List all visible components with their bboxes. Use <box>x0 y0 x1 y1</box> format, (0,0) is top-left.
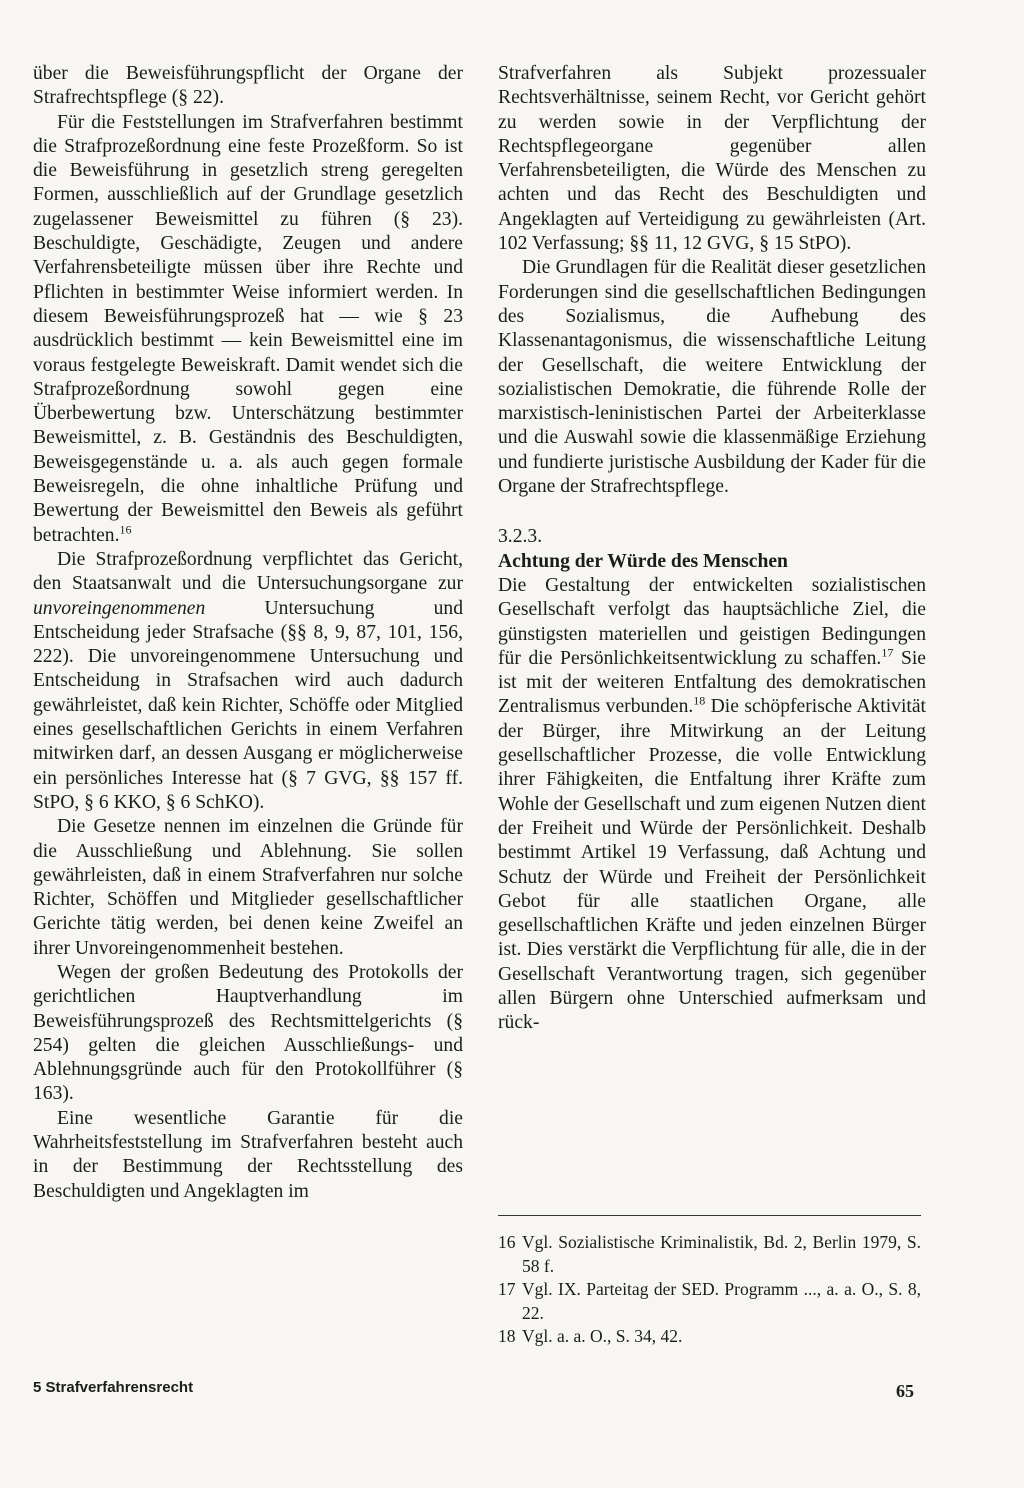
section-number: 3.2.3. <box>498 526 543 548</box>
paragraph-text: Untersuchung und Entscheidung jeder Strafsache (§§ 8, 9, 87, 101, 156, 222). Die unvoreingenommene Untersuchung und Entscheidung in Strafsachen wird auch dadurch gewährleistet, daß kein Richter, Schöffe oder Mitglied eines gesellschaftlichen Gerichts in einem Verfahren mitwirken darf, an dessen Ausgang er möglicherweise ein persönliches Interesse hat (§ 7 GVG, §§ 157 ff. StPO, § 6 KKO, § 6 SchKO). <box>33 597 463 813</box>
paragraph: über die Beweisführungspflicht der Organe der Strafrechtspflege (§ 22). <box>33 63 463 109</box>
paragraph: Die Gesetze nennen im einzelnen die Gründe für die Ausschließung und Ablehnung. Sie sollen gewährleisten, daß in einem Strafverfahren nur solche Richter, Schöffen und Mitglieder gesellschaftlicher Gerichte tätig werden, bei denen keine Zweifel an ihrer Unvoreingenommenheit bestehen. <box>33 816 463 959</box>
footnote-text: Vgl. Sozialistische Kriminalistik, Bd. 2, Berlin 1979, S. 58 f. <box>522 1232 921 1276</box>
footnote <box>498 1278 921 1325</box>
paragraph-text: Sie ist mit der weiteren Entfaltung des demokratischen Zentralismus verbunden. <box>498 647 927 718</box>
paragraph: Eine wesentliche Garantie für die Wahrheitsfeststellung im Strafverfahren besteht auch in der Bestimmung der Rechtsstellung des Beschuldigten und Angeklagten im <box>33 1107 463 1202</box>
paragraph <box>498 574 926 1036</box>
printer-signature: 5 Strafverfahrensrecht <box>33 1379 194 1396</box>
footnote-text: Vgl. a. a. O., S. 34, 42. <box>522 1326 683 1346</box>
italic-term: unvoreingenommenen <box>33 597 206 619</box>
footnote <box>498 1231 921 1278</box>
paragraph-text: Die schöpferische Aktivität der Bürger, ihre Mitwirkung an der Leitung gesellschaftlicher Prozesse, die volle Entwicklung ihrer Fähigkeiten, die Entfaltung ihrer Kräfte zum Wohle der Gesellschaft und zum eigenen Nutzen dient der Freiheit und Würde der Persönlichkeit. Deshalb bestimmt Artikel 19 Verfassung, daß Achtung und Schutz der Würde und Freiheit der Persönlichkeit Gebot für alle staatlichen Organe, alle gesellschaftlichen Kräfte und jeden einzelnen Bürger ist. Dies verstärkt die Verpflichtung für alle, die in der Gesellschaft Verantwortung tragen, sich gegenüber allen Bürgern ohne Unterschied aufmerksam und rück- <box>498 696 926 1034</box>
footnote-divider <box>498 1215 921 1216</box>
paragraph <box>33 548 463 815</box>
footnote-text: Vgl. IX. Parteitag der SED. Programm ..., a. a. O., S. 8, 22. <box>522 1279 921 1323</box>
page-number: 65 <box>896 1381 914 1401</box>
footnote-ref: 18 <box>693 693 706 708</box>
footnote-ref: 16 <box>119 522 132 537</box>
paragraph: Wegen der großen Bedeutung des Protokolls der gerichtlichen Hauptverhandlung im Beweisführungsprozeß des Rechtsmittelgerichts (§ 254) gelten die gleichen Ausschließungs- und Ablehnungsgründe auch für den Protokollführer (§ 163). <box>33 961 463 1105</box>
paragraph-text: Für die Feststellungen im Strafverfahren bestimmt die Strafprozeßordnung eine feste Prozeßform. So ist die Beweisführung in gesetzlich streng geregelten Formen, ausschließlich auf der Grundlage gesetzlich zugelassener Beweismittel zu führen (§ 23). Beschuldigte, Geschädigte, Zeugen und andere Verfahrensbeteiligte müssen über ihre Rechte und Pflichten in bestimmter Weise informiert werden. In diesem Beweisführungsprozeß hat — wie § 23 ausdrücklich bestimmt — kein Beweismittel eine im voraus festgelegte Beweiskraft. Damit wendet sich die Strafprozeßordnung sowohl gegen eine Überbewertung bzw. Unterschätzung bestimmter Beweismittel, z. B. Geständnis des Beschuldigten, Beweisgegenstände u. a. als auch gegen formale Beweisregeln, die ohne inhaltliche Prüfung und Bewertung der Beweismittel den Beweis als geführt betrachten. <box>33 111 463 546</box>
footnote-number: 18 <box>498 1326 516 1346</box>
footnote-number: 17 <box>498 1279 516 1299</box>
footnote-ref: 17 <box>881 645 894 660</box>
right-column <box>498 62 926 1036</box>
footnote <box>498 1325 921 1349</box>
paragraph <box>33 111 463 548</box>
section-spacer <box>498 499 926 525</box>
section-title: Achtung der Würde des Menschen <box>498 550 788 572</box>
paragraph-text: Die Strafprozeßordnung verpflichtet das Gericht, den Staatsanwalt und die Untersuchungsorgane zur <box>33 548 463 595</box>
paragraph: Strafverfahren als Subjekt prozessualer Rechtsverhältnisse, seinem Recht, vor Gericht gehört zu werden sowie in der Verpflichtung der Rechtspflegeorgane gegenüber allen Verfahrensbeteiligten, die Würde des Menschen zu achten und das Recht des Beschuldigten und Angeklagten auf Verteidigung zu gewährleisten (Art. 102 Verfassung; §§ 11, 12 GVG, § 15 StPO). <box>498 63 926 255</box>
footnote-number: 16 <box>498 1232 516 1252</box>
left-column <box>33 62 463 1204</box>
paragraph: Die Grundlagen für die Realität dieser gesetzlichen Forderungen sind die gesellschaftlichen Bedingungen des Sozialismus, die Aufhebung des Klassenantagonismus, die wissenschaftliche Leitung der Gesellschaft, die weitere Entwicklung der sozialistischen Demokratie, die führende Rolle der marxistisch-leninistischen Partei der Arbeiterklasse und die Auswahl sowie die klassenmäßige Erziehung und fundierte juristische Ausbildung der Kader für die Organe der Strafrechtspflege. <box>498 257 926 498</box>
footnotes <box>498 1231 921 1349</box>
paragraph-text: Die Gestaltung der entwickelten sozialistischen Gesellschaft verfolgt das hauptsächliche Ziel, die günstigsten materiellen und geistigen Bedingungen für die Persönlichkeitsentwicklung zu schaffen. <box>498 574 926 669</box>
